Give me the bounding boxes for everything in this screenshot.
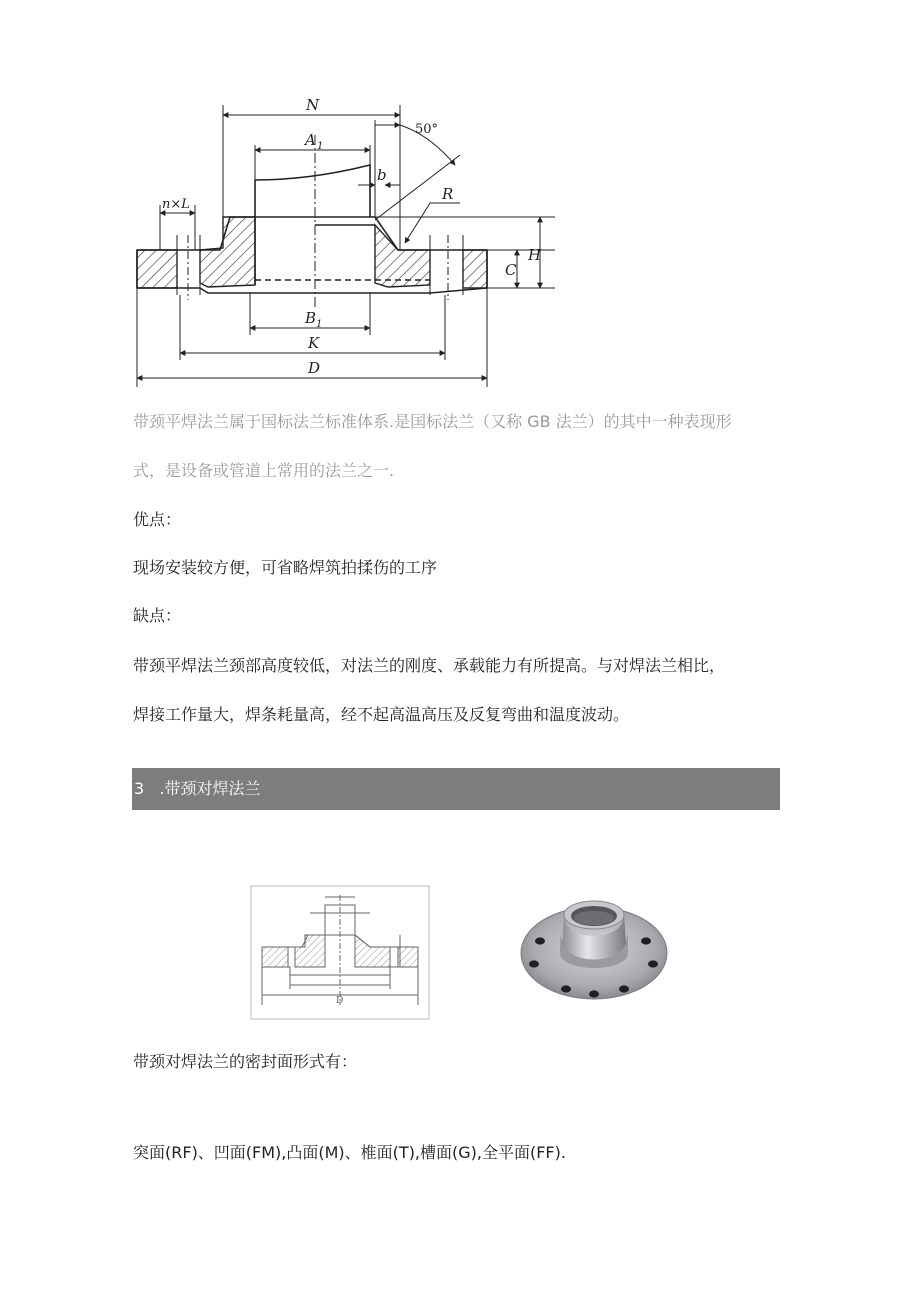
caption-line-1: 带颈平焊法兰属于国标法兰标准体系.是国标法兰（又称 GB 法兰）的其中一种表现形 (133, 412, 732, 431)
label-nL: n×L (162, 197, 190, 212)
disadvantages-line-1: 带颈平焊法兰颈部高度较低，对法兰的刚度、承载能力有所提高。与对焊法兰相比， (133, 656, 726, 675)
sealing-types: 突面(RF)、凹面(FM),凸面(M)、椎面(T),槽面(G),全平面(FF). (133, 1143, 566, 1162)
label-B1: B (305, 309, 317, 327)
sealing-intro: 带颈对焊法兰的密封面形式有： (133, 1052, 358, 1071)
label-b: b (377, 166, 387, 184)
label-H: H (528, 246, 542, 264)
label-K: K (308, 334, 320, 352)
label-N: N (306, 96, 320, 114)
label-D: D (308, 359, 321, 377)
flange-outline (137, 135, 487, 310)
disadvantages-heading: 缺点： (133, 606, 182, 625)
section-heading: 3 .带颈对焊法兰 (134, 779, 261, 798)
disadvantages-line-2: 焊接工作量大，焊条耗量高，经不起高温高压及反复弯曲和温度波动。 (133, 705, 630, 724)
advantages-heading: 优点： (133, 510, 182, 529)
label-C: C (505, 261, 517, 279)
label-A1: A (305, 131, 316, 149)
flange-section-hatch (137, 217, 487, 288)
label-R: R (442, 185, 454, 203)
caption-line-2: 式，是设备或管道上常用的法兰之一. (133, 461, 395, 480)
label-angle: 50° (415, 122, 439, 137)
small-label-D: D (336, 996, 344, 1006)
weld-neck-flange-drawing (250, 885, 430, 1020)
label-B1-sub: 1 (316, 319, 323, 330)
advantages-text: 现场安装较方便，可省略焊筑拍揉伤的工序 (133, 558, 438, 577)
label-A1-sub: 1 (317, 141, 324, 152)
weld-neck-flange-photo (518, 893, 670, 1003)
flange-technical-drawing (130, 95, 560, 395)
section-heading-bar (132, 768, 780, 810)
